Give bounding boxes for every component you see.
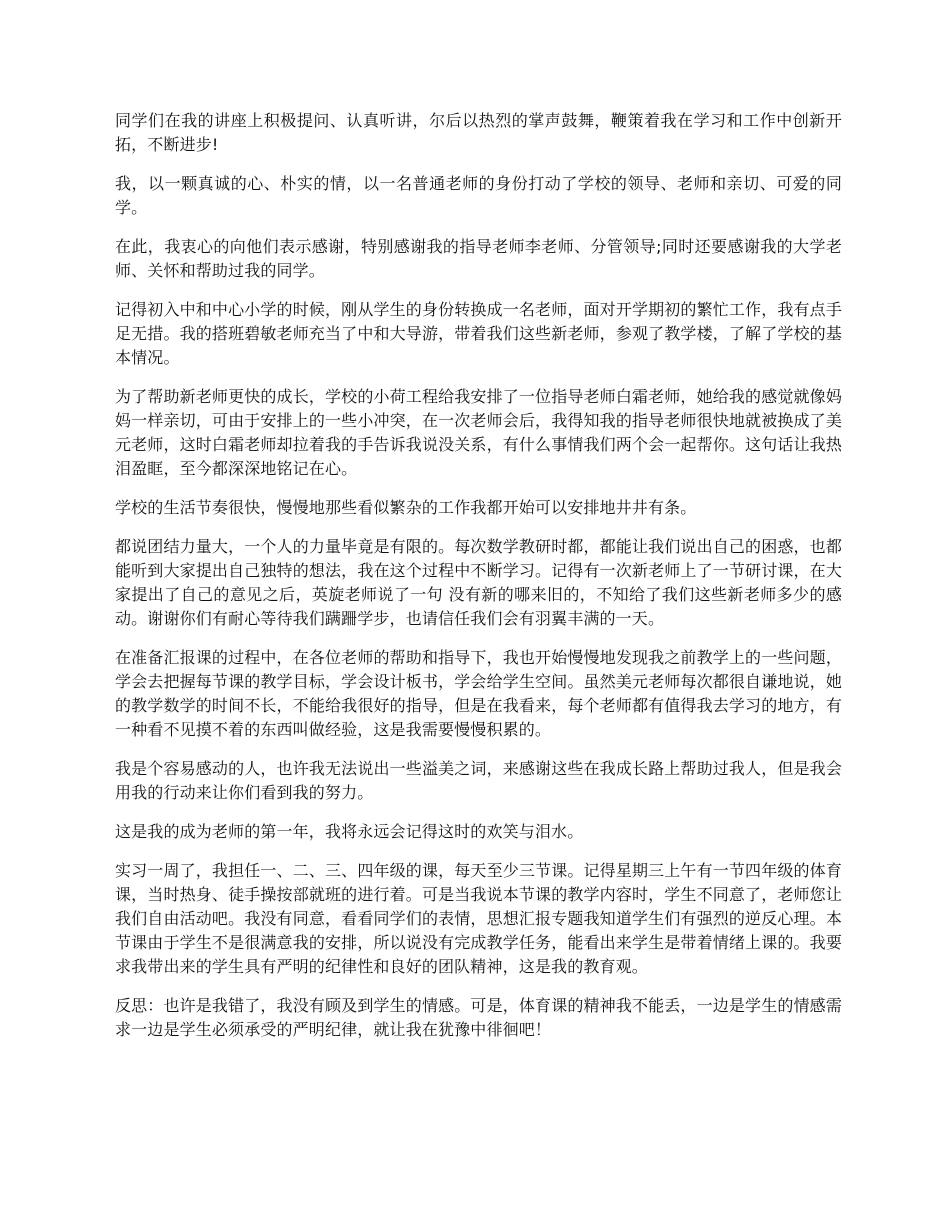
paragraph: 学校的生活节奏很快，慢慢地那些看似繁杂的工作我都开始可以安排地井井有条。 bbox=[115, 498, 697, 517]
paragraph: 在此，我衷心的向他们表示感谢，特别感谢我的指导老师李老师、分管领导;同时还要感谢我的大学老师、关怀和帮助过我的同学。 bbox=[115, 237, 842, 280]
paragraph: 实习一周了，我担任一、二、三、四年级的课，每天至少三节课。记得星期三上午有一节四年级的体育课，当时热身、徒手操按部就班的进行着。可是当我说本节课的教学内容时，学生不同意了，老师您让我们自由活动吧。我没有同意，看看同学们的表情，思想汇报专题我知道学生们有强烈的逆反心理。本节课由于学生不是很满意我的安排，所以说没有完成教学任务，能看出来学生是带着情绪上课的。我要求我带出来的学生具有严明的纪律性和良好的团队精神，这是我的教育观。 bbox=[115, 861, 842, 976]
paragraph: 我，以一颗真诚的心、朴实的情，以一名普通老师的身份打动了学校的领导、老师和亲切、可爱的同学。 bbox=[115, 174, 842, 217]
paragraph: 这是我的成为老师的第一年，我将永远会记得这时的欢笑与泪水。 bbox=[115, 822, 584, 841]
paragraph: 反思：也许是我错了，我没有顾及到学生的情感。可是，体育课的精神我不能丢，一边是学生的情感需求一边是学生必须承受的严明纪律，就让我在犹豫中徘徊吧！ bbox=[115, 996, 842, 1039]
paragraph: 为了帮助新老师更快的成长，学校的小荷工程给我安排了一位指导老师白霜老师，她给我的感觉就像妈妈一样亲切，可由于安排上的一些小冲突，在一次老师会后，我得知我的指导老师很快地就被换成了美元老师，这时白霜老师却拉着我的手告诉我说没关系，有什么事情我们两个会一起帮你。这句话让我热泪盈眶，至今都深深地铭记在心。 bbox=[115, 387, 842, 478]
paragraph: 记得初入中和中心小学的时候，刚从学生的身份转换成一名老师，面对开学期初的繁忙工作，我有点手足无措。我的搭班碧敏老师充当了中和大导游，带着我们这些新老师，参观了教学楼，了解了学校的基本情况。 bbox=[115, 300, 842, 367]
paragraph: 同学们在我的讲座上积极提问、认真听讲，尔后以热烈的掌声鼓舞，鞭策着我在学习和工作中创新开拓，不断进步! bbox=[115, 111, 842, 154]
paragraph: 都说团结力量大，一个人的力量毕竟是有限的。每次数学教研时都，都能让我们说出自己的困惑，也都能听到大家提出自己独特的想法，我在这个过程中不断学习。记得有一次新老师上了一节研讨课，在大家提出了自己的意见之后，英旋老师说了一句 没有新的哪来旧的，不知给了我们这些新老师多少的感动。谢谢你们有耐心等待我们蹒跚学步，也请信任我们会有羽翼丰满的一天。 bbox=[115, 537, 842, 628]
document-body bbox=[115, 109, 842, 1057]
paragraph: 在准备汇报课的过程中，在各位老师的帮助和指导下，我也开始慢慢地发现我之前教学上的一些问题，学会去把握每节课的教学目标，学会设计板书，学会给学生空间。虽然美元老师每次都很自谦地说，她的教学数学的时间不长，不能给我很好的指导，但是在我看来，每个老师都有值得我去学习的地方，有一种看不见摸不着的东西叫做经验，这是我需要慢慢积累的。 bbox=[115, 648, 842, 739]
paragraph: 我是个容易感动的人，也许我无法说出一些溢美之词，来感谢这些在我成长路上帮助过我人，但是我会用我的行动来让你们看到我的努力。 bbox=[115, 759, 842, 802]
